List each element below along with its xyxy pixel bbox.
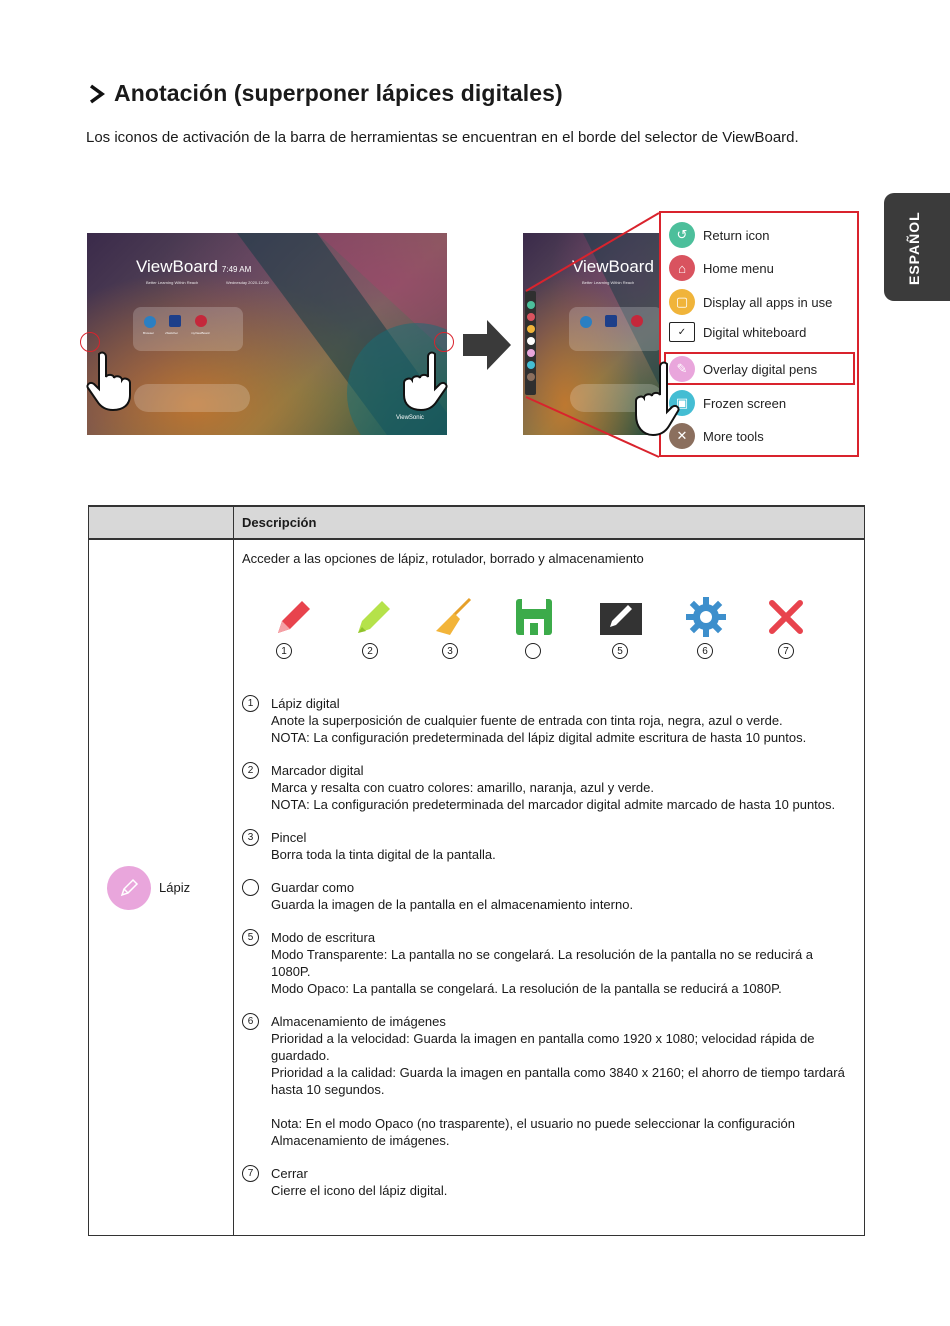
row-description-cell (234, 539, 865, 1236)
item-number: 3 (242, 829, 259, 846)
hand-pointer-icon (632, 360, 680, 446)
tool-number: 6 (697, 643, 713, 659)
list-item (242, 695, 856, 746)
tagline: Better Learning Within Reach (582, 280, 635, 285)
settings-tool-icon (684, 595, 728, 639)
menu-item-home[interactable] (669, 255, 774, 281)
section-heading (86, 80, 563, 107)
item-number: 6 (242, 1013, 259, 1030)
tool-number: 2 (362, 643, 378, 659)
item-text: Cierre el icono del lápiz digital. (271, 1183, 448, 1198)
description-table (88, 505, 865, 1236)
item-text: Guarda la imagen de la pantalla en el almacenamiento interno. (271, 897, 634, 912)
right-toolbar-toggle[interactable] (434, 332, 454, 352)
tool-number: 1 (276, 643, 292, 659)
freeze-icon: ▣ (669, 390, 695, 416)
return-icon: ↺ (669, 222, 695, 248)
item-number: 1 (242, 695, 259, 712)
item-title: Pincel (271, 830, 307, 845)
hand-pointer-icon (400, 350, 448, 412)
brand-logo: ViewSonic (396, 415, 424, 421)
table-row (89, 539, 865, 1236)
item-note: NOTA: La configuración predeterminada del marcador digital admite marcado de hasta 10 puntos. (271, 797, 836, 812)
write-mode-tool-icon (598, 595, 642, 639)
pen-icon (107, 866, 151, 910)
menu-item-label: Overlay digital pens (703, 361, 818, 377)
left-toolbar-toggle[interactable] (80, 332, 100, 352)
table-header-empty (89, 506, 234, 539)
item-text: Prioridad a la velocidad: Guarda la imagen en pantalla como 1920 x 1080; velocidad rápida de guardado. (271, 1031, 815, 1063)
save-tool-icon (512, 595, 556, 639)
item-number: 5 (242, 929, 259, 946)
browser-app-icon[interactable] (144, 316, 156, 328)
item-number: 7 (242, 1165, 259, 1182)
menu-item-label: Frozen screen (703, 395, 787, 411)
list-item (242, 929, 856, 997)
list-item (242, 1013, 856, 1149)
row-label-cell (89, 539, 234, 1236)
item-text: Modo Opaco: La pantalla se congelará. La resolución de la pantalla se reducirá a 1080P. (271, 981, 782, 996)
pen-icon: ✎ (669, 356, 695, 382)
item-number: 2 (242, 762, 259, 779)
item-title: Guardar como (271, 880, 355, 895)
item-text: Prioridad a la calidad: Guarda la imagen en pantalla como 3840 x 2160; el ahorro de tiempo tardará hasta 10 segundos. (271, 1065, 845, 1097)
access-text: Acceder a las opciones de lápiz, rotulador, borrado y almacenamiento (242, 551, 644, 566)
tool-number: 5 (612, 643, 628, 659)
tools-icon: ✕ (669, 423, 695, 449)
tool-descriptions (242, 695, 856, 1199)
app-label: Browser (143, 331, 155, 335)
app-label: myViewBoard (191, 331, 210, 335)
item-number (242, 879, 259, 896)
chevron-right-icon (86, 83, 108, 105)
myviewboard-app-icon[interactable] (195, 315, 207, 327)
menu-item-label: More tools (703, 428, 764, 444)
viewboard-brand: ViewBoard (572, 257, 654, 276)
menu-item-more-tools[interactable] (669, 423, 764, 449)
vswitcher-app-icon[interactable] (169, 315, 181, 327)
intro-paragraph: Los iconos de activación de la barra de herramientas se encuentran en el borde del selector de ViewBoard. (86, 129, 799, 146)
item-note: NOTA: La configuración predeterminada del lápiz digital admite escritura de hasta 10 puntos. (271, 730, 807, 745)
item-title: Lápiz digital (271, 696, 340, 711)
viewboard-home-screenshot (87, 233, 447, 435)
tool-icons-row (242, 581, 856, 677)
viewboard-brand: ViewBoard 7:49 AM (136, 257, 252, 276)
menu-item-label: Home menu (703, 260, 774, 276)
hand-pointer-icon (86, 350, 134, 412)
item-text: Marca y resalta con cuatro colores: amarillo, naranja, azul y verde. (271, 780, 654, 795)
menu-item-label: Return icon (703, 227, 770, 243)
row-label: Lápiz (159, 880, 191, 895)
table-header-description: Descripción (234, 506, 865, 539)
brush-tool-icon (432, 595, 476, 639)
toolbar-menu-callout (659, 211, 859, 457)
menu-item-label: Digital whiteboard (703, 324, 807, 340)
item-text: Borra toda la tinta digital de la pantalla. (271, 847, 496, 862)
item-title: Marcador digital (271, 763, 364, 778)
pen-tool-icon (272, 595, 316, 639)
menu-item-label: Display all apps in use (703, 294, 833, 310)
tool-number: 7 (778, 643, 794, 659)
tool-number: 3 (442, 643, 458, 659)
arrow-right-icon (463, 320, 511, 370)
tool-number (525, 643, 541, 659)
whiteboard-icon: ✓ (669, 322, 695, 342)
apps-icon: ▢ (669, 289, 695, 315)
item-title: Modo de escritura (271, 930, 376, 945)
menu-item-apps[interactable] (669, 289, 832, 315)
language-tab (884, 193, 950, 301)
home-icon: ⌂ (669, 255, 695, 281)
list-item (242, 762, 856, 813)
item-note: Nota: En el modo Opaco (no trasparente), el usuario no puede seleccionar la configuración Almacenamiento de imágenes. (271, 1116, 795, 1148)
language-label: ESPAÑOL (906, 211, 922, 285)
list-item (242, 829, 856, 863)
menu-item-return[interactable] (669, 222, 769, 248)
menu-item-whiteboard[interactable] (669, 322, 806, 342)
item-text: Modo Transparente: La pantalla no se congelará. La resolución de la pantalla no se reducirá a 1080P. (271, 947, 814, 979)
close-tool-icon (764, 595, 808, 639)
highlight-overlay-pens (664, 352, 855, 385)
item-title: Almacenamiento de imágenes (271, 1014, 446, 1029)
menu-item-frozen-screen[interactable] (669, 390, 786, 416)
tagline: Better Learning Within Reach (146, 280, 199, 285)
item-title: Cerrar (271, 1166, 308, 1181)
date: Wednesday 2020-12-09 (226, 280, 269, 285)
marker-tool-icon (352, 595, 396, 639)
apps-panel (133, 307, 243, 351)
app-label: vSwitcher (165, 331, 179, 335)
search-bar[interactable] (134, 384, 250, 412)
item-text: Anote la superposición de cualquier fuente de entrada con tinta roja, negra, azul o verde. (271, 713, 783, 728)
list-item (242, 879, 856, 913)
list-item (242, 1165, 856, 1199)
page-title: Anotación (superponer lápices digitales) (114, 80, 563, 106)
